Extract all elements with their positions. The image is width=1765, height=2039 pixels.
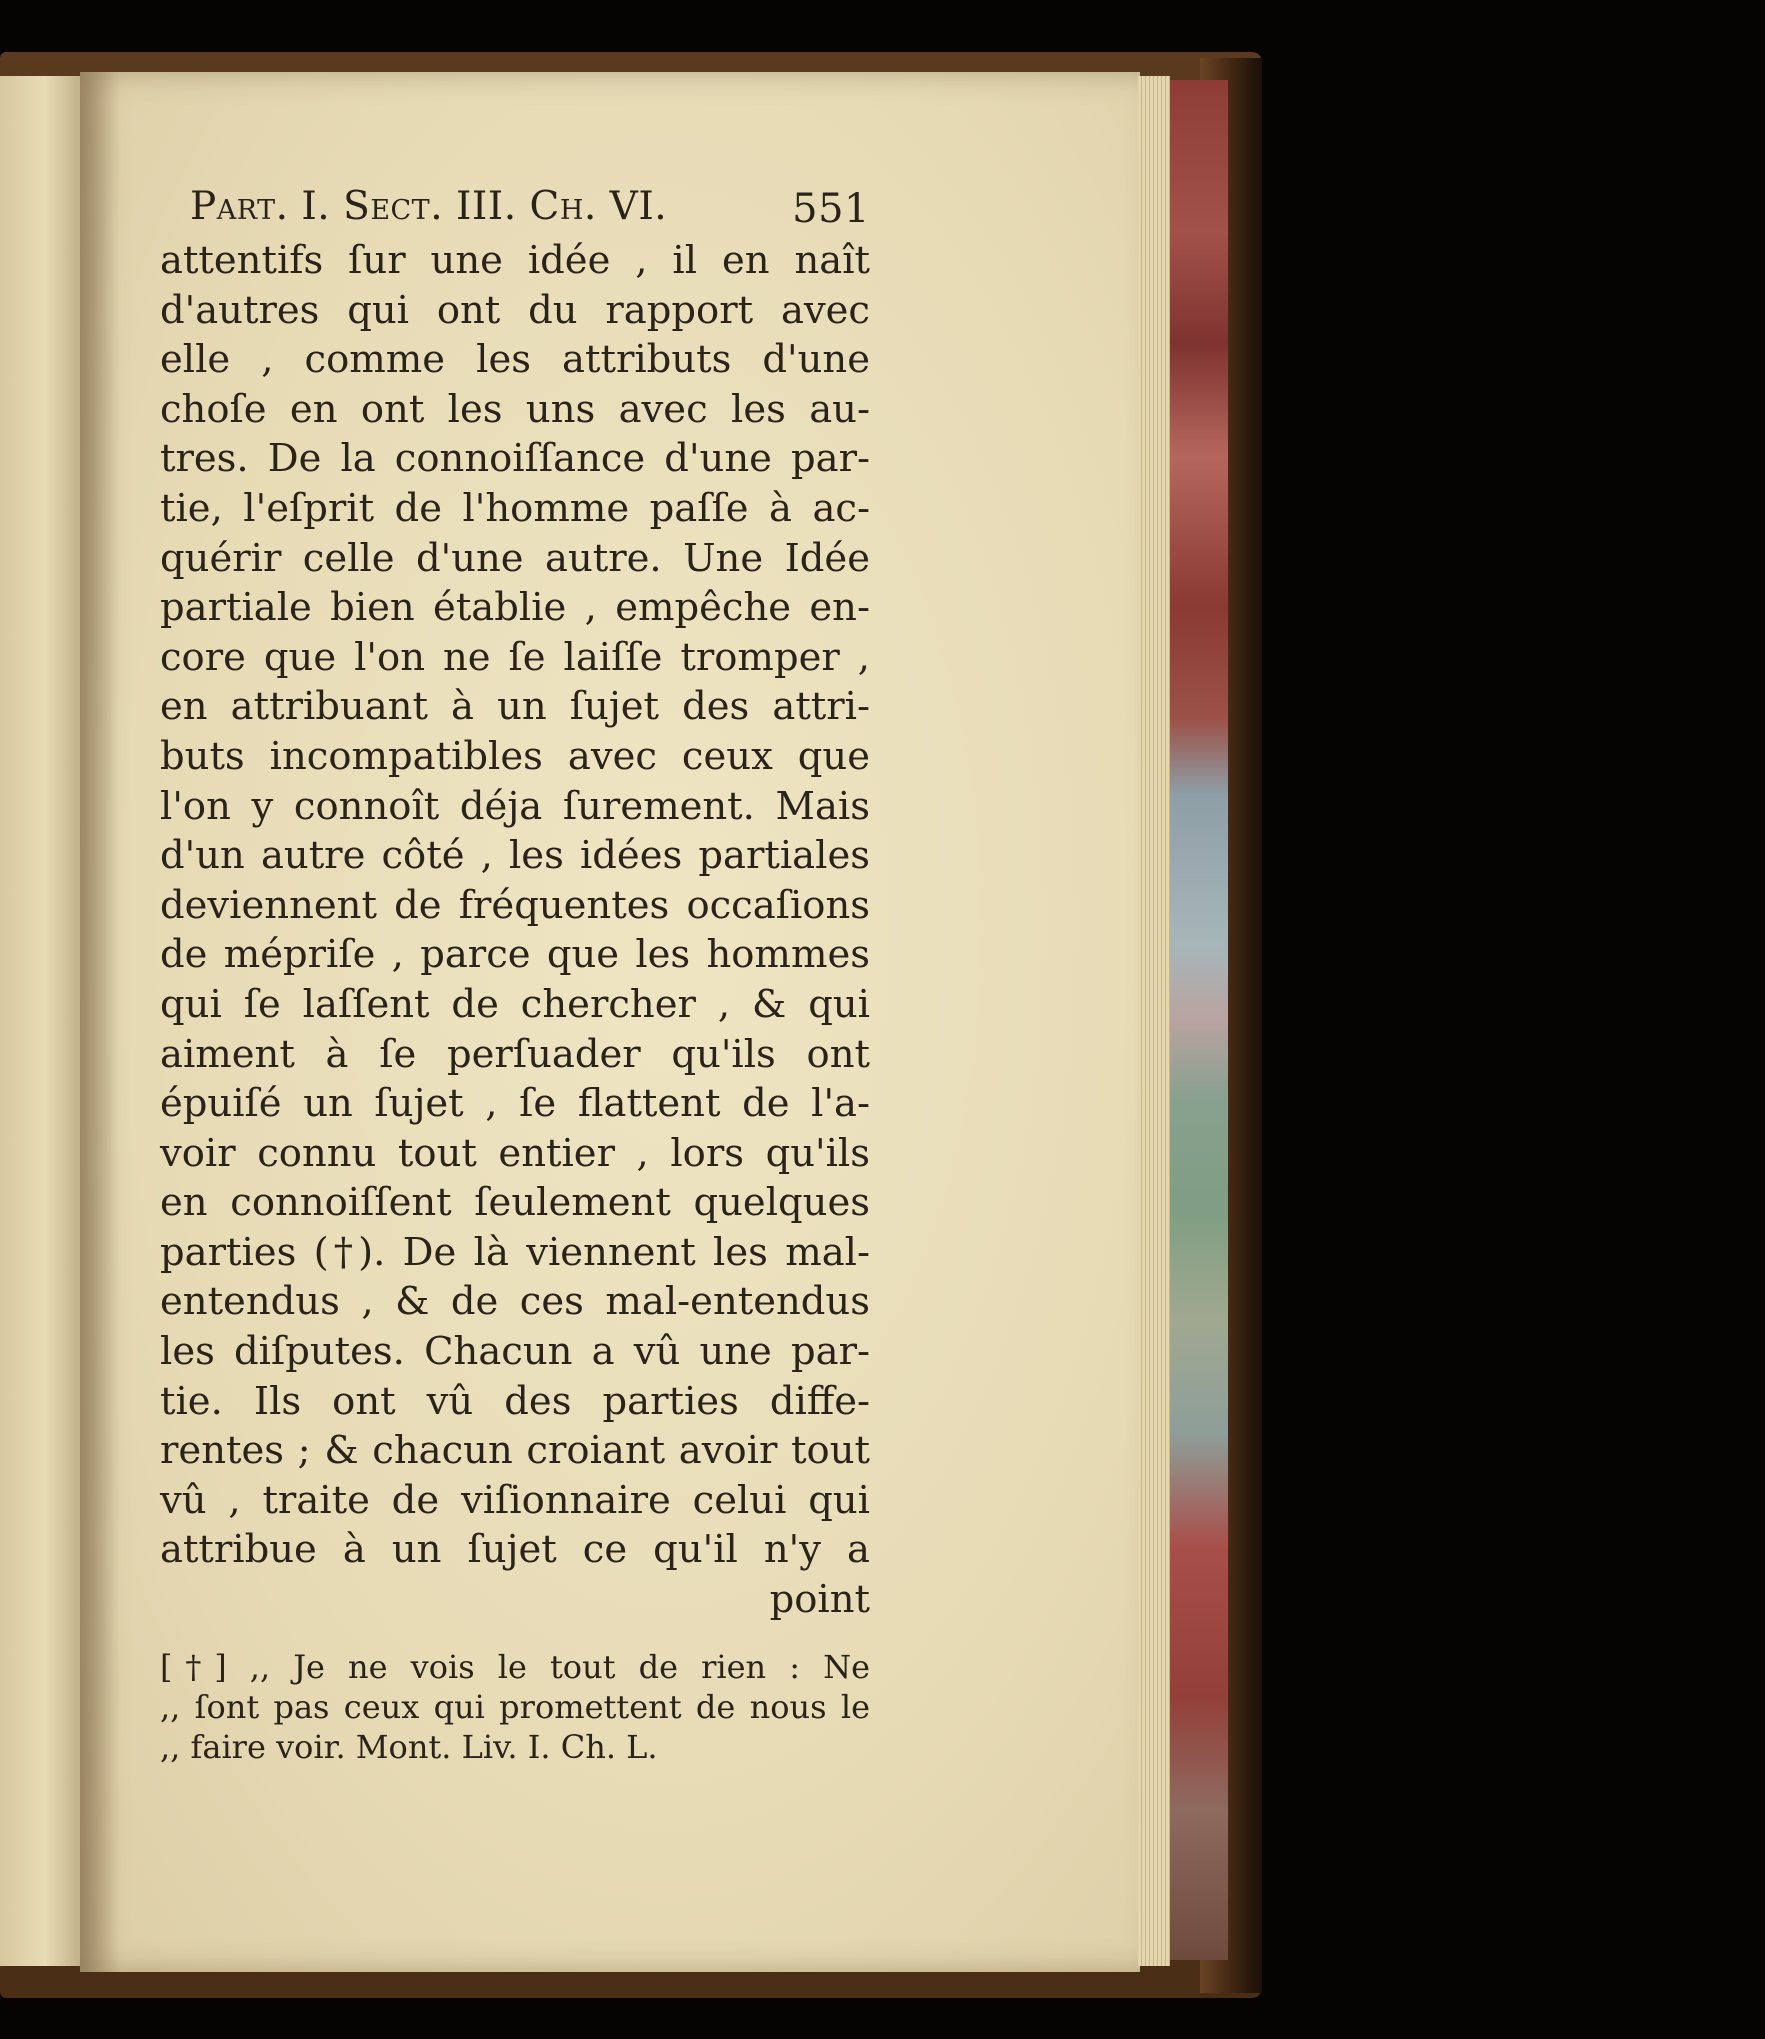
marbled-fore-edge [1170,80,1228,1960]
footnote-line: [†] ,, Je ne vois le tout de rien : Ne [160,1647,870,1686]
text-line: rentes ; & chacun croiant avoir tout [160,1428,870,1474]
text-line: aiment à ſe perſuader qu'ils ont [160,1031,870,1077]
text-line: en attribuant à un ſujet des attri- [160,684,870,730]
text-line: tres. De la connoiſſance d'une par- [160,436,870,482]
text-line: en connoiſſent ſeulement quelques [160,1180,870,1226]
running-head: Part. I. Sect. III. Ch. VI. [190,184,668,229]
text-line: l'on y connoît déja ſurement. Mais [160,783,870,829]
text-line: parties (†). De là viennent les mal- [160,1229,870,1275]
left-page-edge [0,76,82,1966]
text-line: core que l'on ne ſe laiſſe tromper , [160,634,870,680]
text-line: vû , traite de viſionnaire celui qui [160,1477,870,1523]
footnote-line: ,, faire voir. Mont. Liv. I. Ch. L. [160,1727,658,1766]
page-number: 551 [792,186,870,232]
text-line: entendus , & de ces mal-entendus [160,1279,870,1325]
text-line: elle , comme les attributs d'une [160,337,870,383]
text-line: tie. Ils ont vû des parties diffe- [160,1378,870,1424]
text-line: d'un autre côté , les idées partiales [160,833,870,879]
text-line: tie, l'eſprit de l'homme paſſe à ac- [160,485,870,531]
text-line: de mépriſe , parce que les hommes [160,932,870,978]
text-line: attentifs ſur une idée , il en naît [160,238,870,283]
catchword: point [769,1577,870,1623]
text-line: partiale bien établie , empêche en- [160,585,870,631]
page-gutter [80,72,120,1972]
text-line: qui ſe laſſent de chercher , & qui [160,981,870,1027]
text-line: quérir celle d'une autre. Une Idée [160,535,870,581]
footnote-line: ,, ſont pas ceux qui promettent de nous le [160,1687,870,1726]
text-line: voir connu tout entier , lors qu'ils [160,1130,870,1176]
text-line: deviennent de fréquentes occaſions [160,882,870,928]
body-text [160,236,870,1575]
page-text [160,184,870,1767]
page-edges [1138,76,1170,1966]
text-line: buts incompatibles avec ceux que [160,733,870,779]
text-line: épuiſé un ſujet , ſe flattent de l'a- [160,1081,870,1127]
text-line: les diſputes. Chacun a vû une par- [160,1329,870,1375]
text-line: attribue à un ſujet ce qu'il n'y a [160,1527,870,1573]
text-line: d'autres qui ont du rapport avec [160,287,870,333]
footnote [160,1647,870,1767]
page-header [160,184,870,236]
text-line: choſe en ont les uns avec les au- [160,386,870,432]
